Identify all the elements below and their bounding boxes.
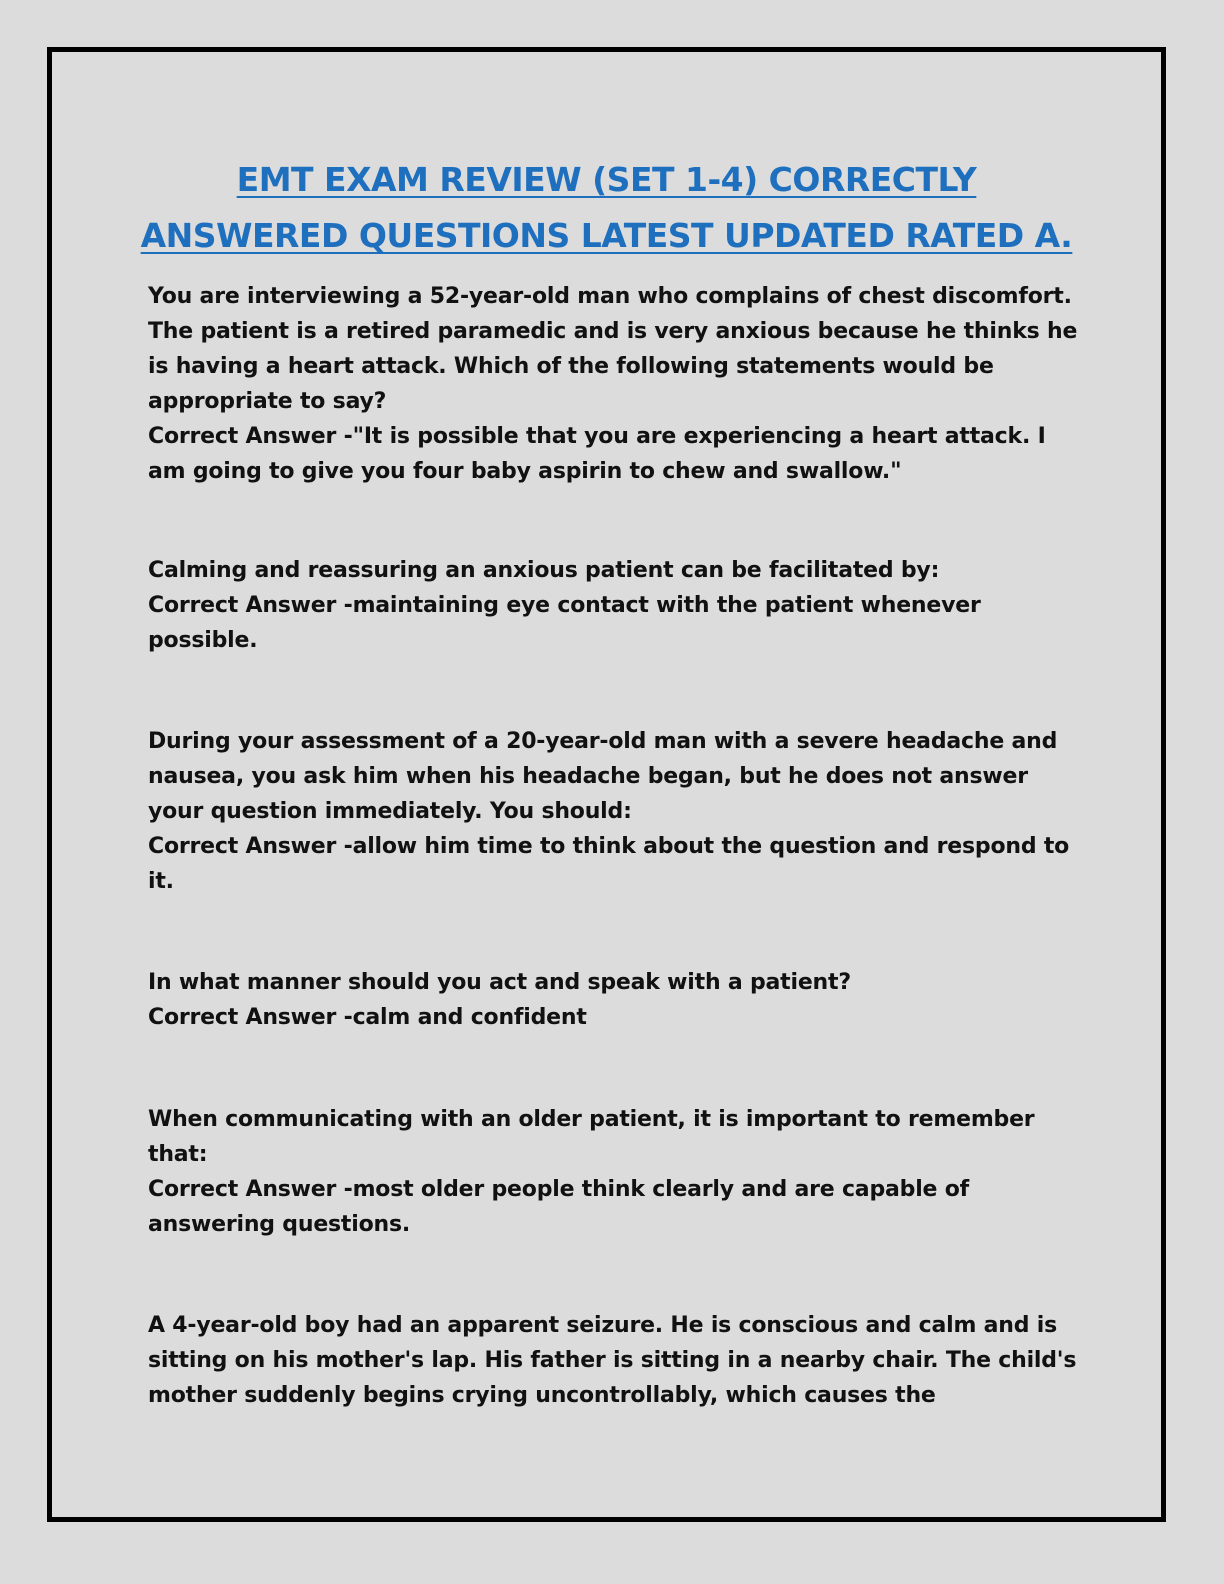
question-text: You are interviewing a 52-year-old man who complains of chest discomfort. The patient is a retired paramedic and is very anxious because he thinks he is having a heart attack. Which of the following statements would be appropriate to say? bbox=[148, 284, 1078, 414]
question-text: A 4-year-old boy had an apparent seizure. He is conscious and calm and is sitting on his mother's lap. His father is sitting in a nearby chair. The child's mother suddenly begins crying uncontrollably, which causes the bbox=[148, 1313, 1077, 1408]
question-text: In what manner should you act and speak with a patient? bbox=[148, 970, 851, 995]
question-text: When communicating with an older patient, it is important to remember that: bbox=[148, 1107, 1035, 1167]
qa-item-4 bbox=[148, 965, 1088, 1035]
answer-text: Correct Answer -most older people think clearly and are capable of answering questions. bbox=[148, 1177, 969, 1237]
qa-item-2 bbox=[148, 553, 1088, 658]
answer-text: Correct Answer -calm and confident bbox=[148, 1005, 587, 1030]
qa-item-3 bbox=[148, 724, 1088, 899]
title-line-2: ANSWERED QUESTIONS LATEST UPDATED RATED A. bbox=[140, 216, 1073, 255]
question-text: Calming and reassuring an anxious patient can be facilitated by: bbox=[148, 558, 940, 583]
page-frame bbox=[47, 47, 1166, 1522]
qa-item-5 bbox=[148, 1102, 1088, 1242]
qa-item-6 bbox=[148, 1308, 1088, 1413]
answer-text: Correct Answer -maintaining eye contact with the patient whenever possible. bbox=[148, 593, 981, 653]
answer-text: Correct Answer -allow him time to think about the question and respond to it. bbox=[148, 834, 1070, 894]
title-line-1: EMT EXAM REVIEW (SET 1-4) CORRECTLY bbox=[236, 160, 977, 199]
question-text: During your assessment of a 20-year-old man with a severe headache and nausea, you ask him when his headache began, but he does not answer your question immediately. You should: bbox=[148, 729, 1058, 824]
qa-item-1 bbox=[148, 279, 1088, 489]
document-title bbox=[52, 152, 1161, 264]
answer-text: Correct Answer -"It is possible that you are experiencing a heart attack. I am going to give you four baby aspirin to chew and swallow." bbox=[148, 424, 1046, 484]
